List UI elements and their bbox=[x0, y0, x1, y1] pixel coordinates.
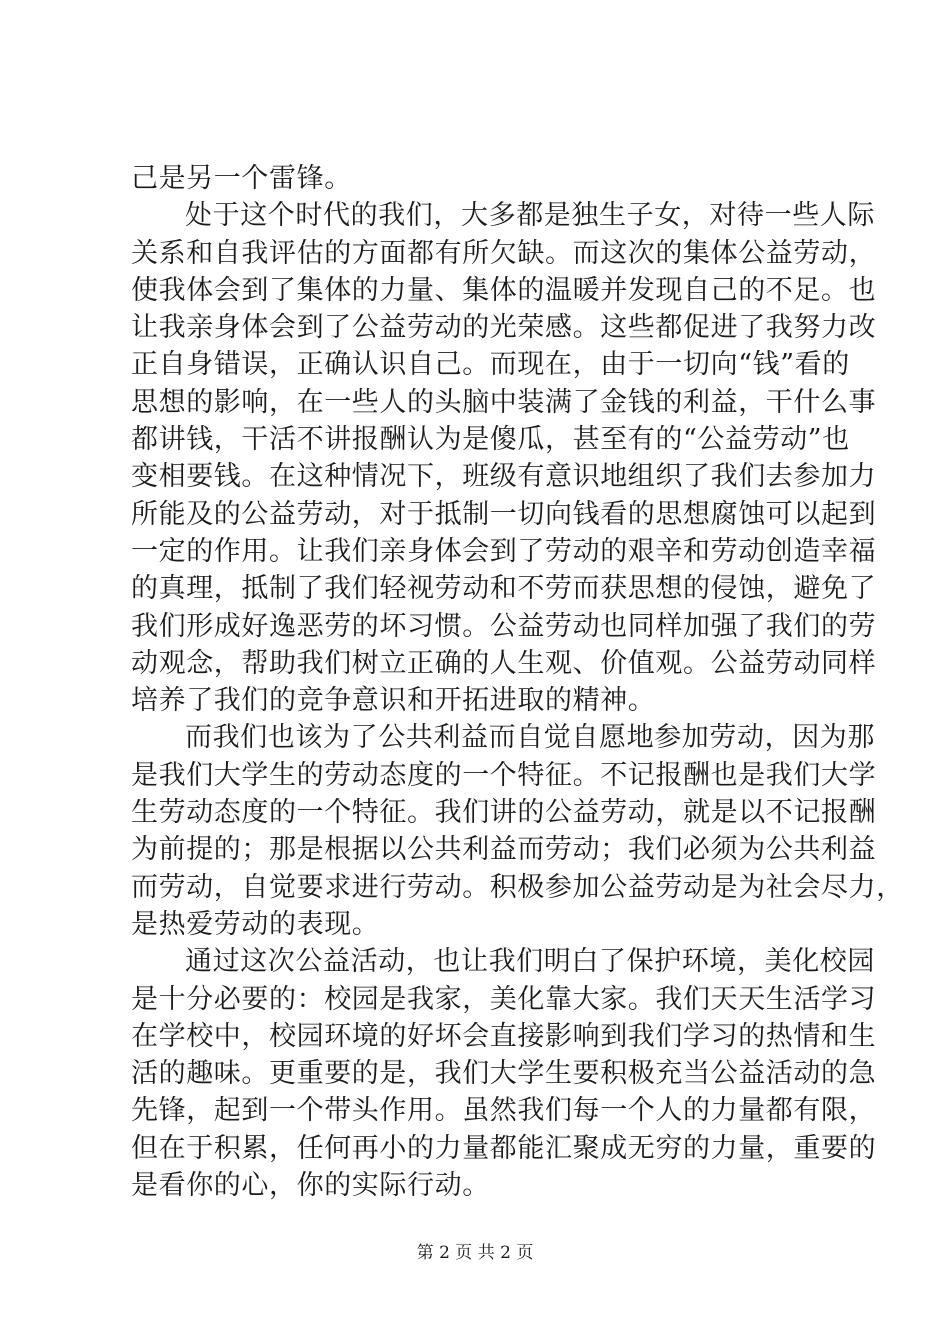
text-line: 但在于积累，任何再小的力量都能汇聚成无穷的力量，重要的 bbox=[131, 1132, 877, 1164]
text-line: 让我亲身体会到了公益劳动的光荣感。这些都促进了我努力改 bbox=[131, 312, 877, 344]
text-line: 正自身错误，正确认识自己。而现在，由于一切向“钱”看的 bbox=[131, 349, 850, 381]
text-line: 而我们也该为了公共利益而自觉自愿地参加劳动，因为那 bbox=[185, 722, 875, 754]
text-line: 动观念，帮助我们树立正确的人生观、价值观。公益劳动同样 bbox=[131, 647, 877, 679]
text-line: 使我体会到了集体的力量、集体的温暖并发现自己的不足。也 bbox=[131, 274, 877, 306]
text-line: 活的趣味。更重要的是，我们大学生要积极充当公益活动的急 bbox=[131, 1058, 877, 1090]
text-line: 而劳动，自觉要求进行劳动。积极参加公益劳动是为社会尽力， bbox=[131, 871, 904, 903]
text-line: 是十分必要的：校园是我家，美化靠大家。我们天天生活学习 bbox=[131, 983, 877, 1015]
text-line: 的真理，抵制了我们轻视劳动和不劳而获思想的侵蚀，避免了 bbox=[131, 573, 877, 605]
text-line: 为前提的；那是根据以公共利益而劳动；我们必须为公共利益 bbox=[131, 834, 877, 866]
text-line: 都讲钱，干活不讲报酬认为是傻瓜，甚至有的“公益劳动”也 bbox=[131, 424, 850, 456]
text-line: 一定的作用。让我们亲身体会到了劳动的艰辛和劳动创造幸福 bbox=[131, 535, 877, 567]
page-footer: 第 2 页 共 2 页 bbox=[416, 1243, 534, 1263]
text-line: 所能及的公益劳动，对于抵制一切向钱看的思想腐蚀可以起到 bbox=[131, 498, 877, 530]
text-line: 通过这次公益活动，也让我们明白了保护环境，美化校园 bbox=[185, 946, 875, 978]
text-line: 在学校中，校园环境的好坏会直接影响到我们学习的热情和生 bbox=[131, 1020, 877, 1052]
text-line: 培养了我们的竞争意识和开拓进取的精神。 bbox=[131, 685, 656, 717]
document-body bbox=[131, 160, 904, 1204]
text-line: 先锋，起到一个带头作用。虽然我们每一个人的力量都有限， bbox=[131, 1095, 877, 1127]
text-line: 我们形成好逸恶劳的坏习惯。公益劳动也同样加强了我们的劳 bbox=[131, 610, 877, 642]
text-line: 生劳动态度的一个特征。我们讲的公益劳动，就是以不记报酬 bbox=[131, 797, 877, 829]
text-line: 思想的影响，在一些人的头脑中装满了金钱的利益，干什么事 bbox=[131, 386, 877, 418]
text-line: 是我们大学生的劳动态度的一个特征。不记报酬也是我们大学 bbox=[131, 759, 877, 791]
text-line: 处于这个时代的我们，大多都是独生子女，对待一些人际 bbox=[185, 200, 875, 232]
text-line: 变相要钱。在这种情况下，班级有意识地组织了我们去参加力 bbox=[131, 461, 877, 493]
text-line: 己是另一个雷锋。 bbox=[131, 163, 352, 194]
text-line: 关系和自我评估的方面都有所欠缺。而这次的集体公益劳动， bbox=[131, 237, 877, 269]
text-line: 是热爱劳动的表现。 bbox=[131, 908, 380, 940]
text-line: 是看你的心，你的实际行动。 bbox=[131, 1170, 490, 1202]
